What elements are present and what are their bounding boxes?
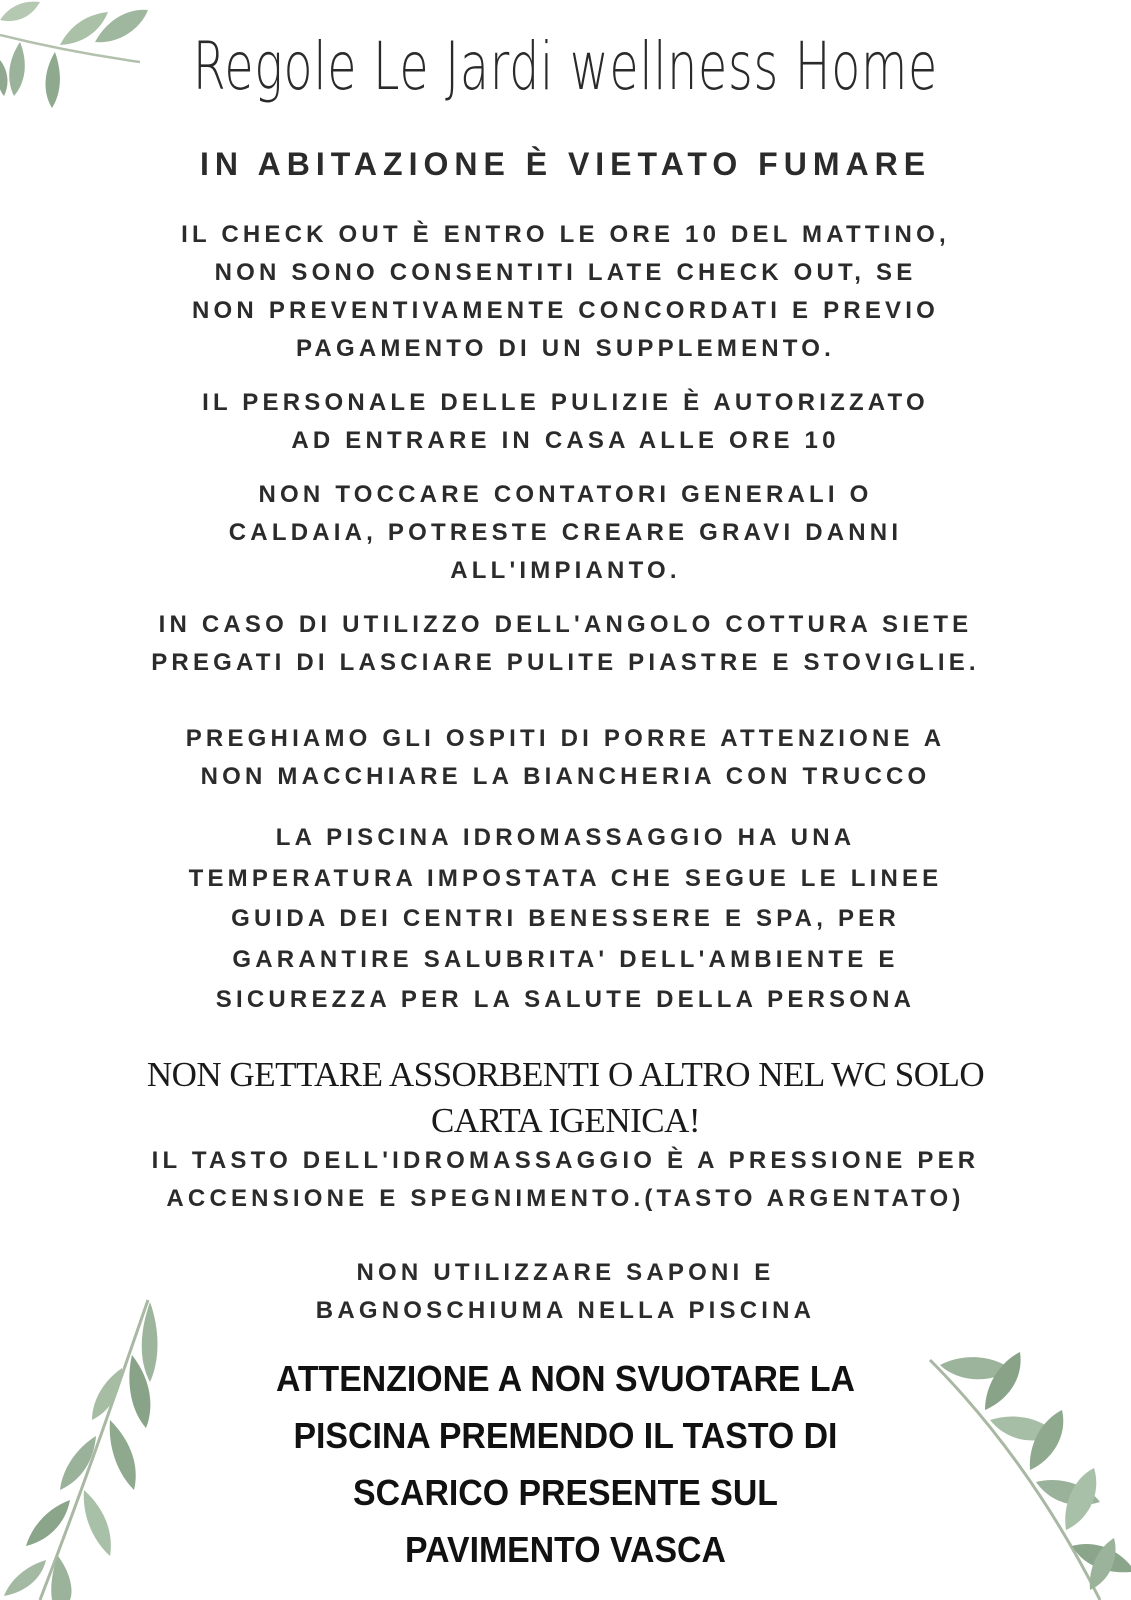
rule-toilet: NON GETTARE ASSORBENTI O ALTRO NEL WC SOLO CARTA IGENICA! — [146, 1055, 985, 1140]
page-title: Regole Le Jardi wellness Home — [192, 28, 938, 105]
no-smoking-heading: IN ABITAZIONE È VIETATO FUMARE — [199, 146, 932, 182]
rule-hydro-button: IL TASTO DELL'IDROMASSAGGIO È A PRESSIONE PER ACCENSIONE E SPEGNIMENTO.(TASTO ARGENTATO) — [151, 1147, 980, 1212]
rule-pool-temperature: LA PISCINA IDROMASSAGGIO HA UNA TEMPERATURA IMPOSTATA CHE SEGUE LE LINEE GUIDA DEI CENTRI BENESSERE E SPA, PER GARANTIRE SALUBRITA' DELL'AMBIENTE E SICUREZZA PER LA SALUTE DELLA PERSONA — [188, 824, 943, 1013]
rule-soap: NON UTILIZZARE SAPONI E BAGNOSCHIUMA NELLA PISCINA — [315, 1259, 816, 1324]
rule-linen: PREGHIAMO GLI OSPITI DI PORRE ATTENZIONE A NON MACCHIARE LA BIANCHERIA CON TRUCCO — [185, 725, 946, 790]
rule-checkout: IL CHECK OUT È ENTRO LE ORE 10 DEL MATTINO, NON SONO CONSENTITI LATE CHECK OUT, SE NON PREVENTIVAMENTE CONCORDATI E PREVIO PAGAMENTO DI UN SUPPLEMENTO. — [181, 221, 950, 362]
rule-meters: NON TOCCARE CONTATORI GENERALI O CALDAIA, POTRESTE CREARE GRAVI DANNI ALL'IMPIANTO. — [228, 481, 903, 584]
rule-drain-warning: ATTENZIONE A NON SVUOTARE LA PISCINA PREMENDO IL TASTO DI SCARICO PRESENTE SUL PAVIMENTO VASCA — [275, 1358, 855, 1570]
rule-cleaning: IL PERSONALE DELLE PULIZIE È AUTORIZZATO AD ENTRARE IN CASA ALLE ORE 10 — [202, 389, 929, 454]
top-left-leaf-branch-icon — [0, 2, 148, 108]
rule-kitchen: IN CASO DI UTILIZZO DELL'ANGOLO COTTURA SIETE PREGATI DI LASCIARE PULITE PIASTRE E STOVIGLIE. — [151, 611, 980, 676]
